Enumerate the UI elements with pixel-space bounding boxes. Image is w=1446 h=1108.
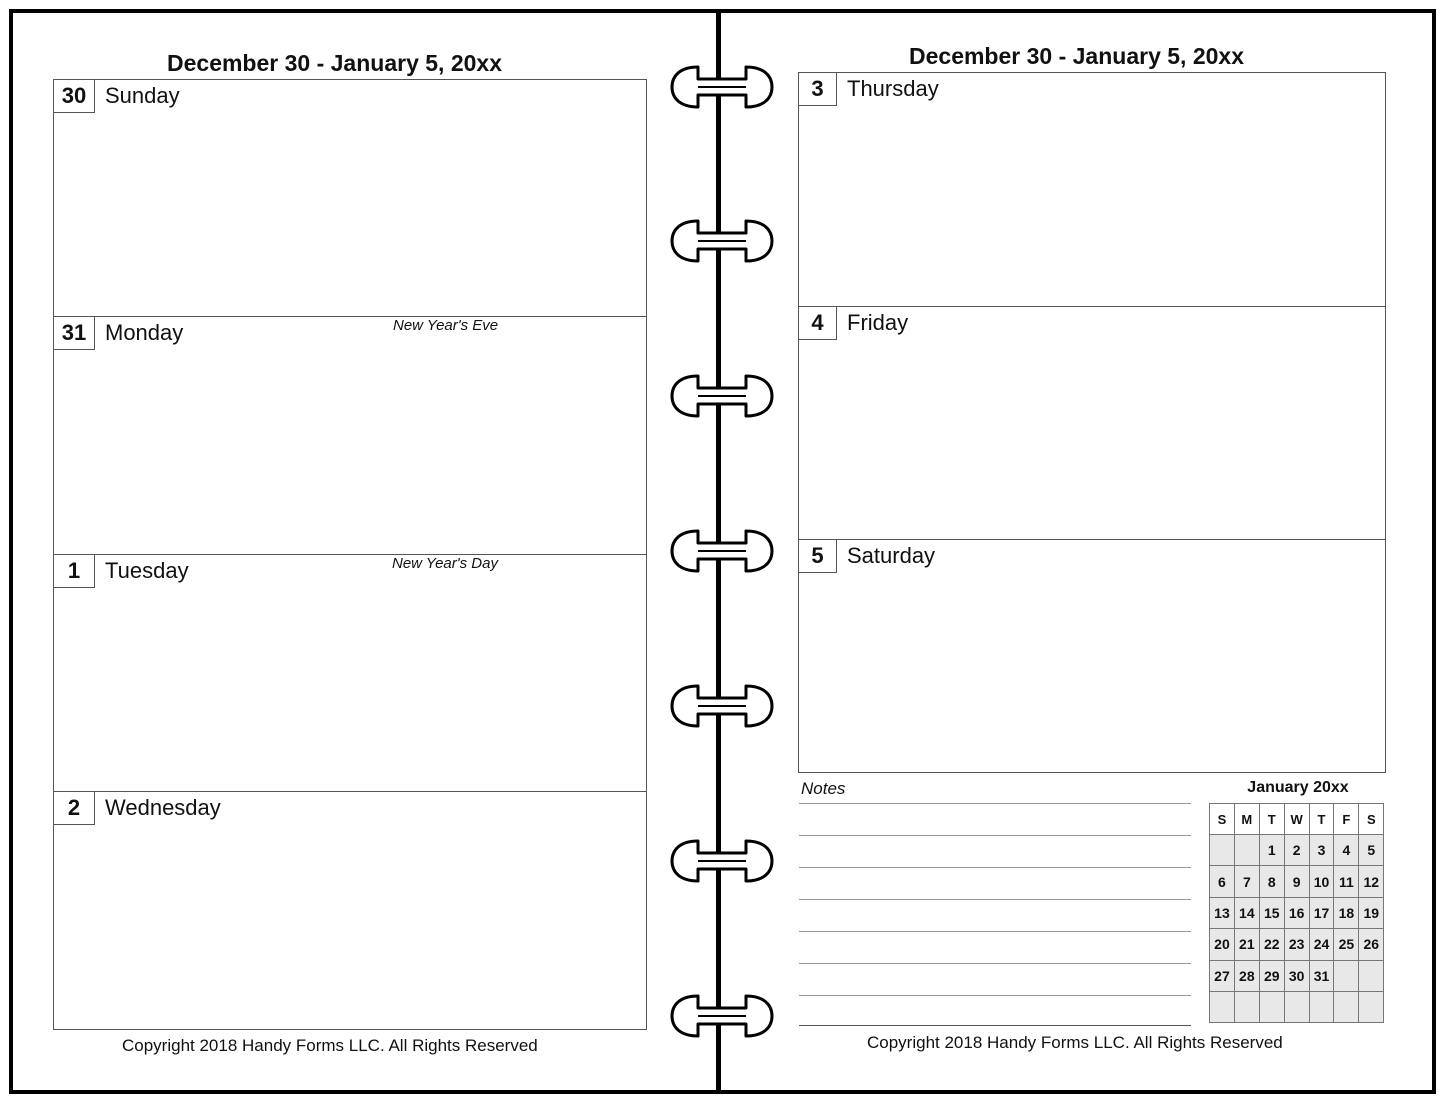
note-line[interactable] <box>799 1025 1191 1026</box>
day-name: Tuesday <box>105 558 189 583</box>
note-line[interactable] <box>799 995 1191 996</box>
calendar-date: 9 <box>1284 866 1309 897</box>
note-line[interactable] <box>799 803 1191 804</box>
calendar-date <box>1210 991 1235 1022</box>
calendar-date <box>1359 991 1384 1022</box>
binder-ring-icon <box>668 218 776 264</box>
calendar-week-row <box>1210 866 1384 897</box>
calendar-date: 1 <box>1259 835 1284 866</box>
left-copyright: Copyright 2018 Handy Forms LLC. All Rights Reserved <box>122 1036 538 1055</box>
mini-calendar <box>1209 803 1384 1023</box>
day-name: Friday <box>847 310 909 335</box>
calendar-date: 22 <box>1259 929 1284 960</box>
weekday-header: S <box>1210 804 1235 835</box>
calendar-date: 31 <box>1309 960 1334 991</box>
calendar-date: 4 <box>1334 835 1359 866</box>
day-number: 2 <box>53 791 95 825</box>
calendar-date: 14 <box>1234 897 1259 928</box>
calendar-week-row <box>1210 835 1384 866</box>
calendar-week-row <box>1210 991 1384 1022</box>
holiday-label: New Year's Day <box>392 555 498 572</box>
weekday-header: T <box>1259 804 1284 835</box>
day-number: 3 <box>798 72 837 106</box>
calendar-date <box>1234 835 1259 866</box>
calendar-date: 16 <box>1284 897 1309 928</box>
right-page-title: December 30 - January 5, 20xx <box>909 43 1244 69</box>
note-line[interactable] <box>799 835 1191 836</box>
note-line[interactable] <box>799 963 1191 964</box>
calendar-date <box>1334 960 1359 991</box>
calendar-date: 29 <box>1259 960 1284 991</box>
calendar-date: 12 <box>1359 866 1384 897</box>
calendar-date: 13 <box>1210 897 1235 928</box>
calendar-date: 5 <box>1359 835 1384 866</box>
right-copyright: Copyright 2018 Handy Forms LLC. All Rights Reserved <box>867 1033 1283 1052</box>
note-line[interactable] <box>799 867 1191 868</box>
calendar-date: 27 <box>1210 960 1235 991</box>
calendar-date: 6 <box>1210 866 1235 897</box>
day-number: 31 <box>53 316 95 350</box>
binder-ring-icon <box>668 373 776 419</box>
day-name: Thursday <box>847 76 939 101</box>
calendar-date: 8 <box>1259 866 1284 897</box>
left-page-title: December 30 - January 5, 20xx <box>167 50 502 76</box>
notes-label: Notes <box>801 779 846 798</box>
weekday-header: T <box>1309 804 1334 835</box>
calendar-date <box>1359 960 1384 991</box>
calendar-date <box>1309 991 1334 1022</box>
weekday-header: S <box>1359 804 1384 835</box>
day-box-thursday[interactable] <box>798 72 1386 308</box>
day-box-sunday[interactable] <box>53 79 647 318</box>
mini-calendar-title: January 20xx <box>1247 779 1349 796</box>
calendar-date <box>1334 991 1359 1022</box>
day-box-wednesday[interactable] <box>53 791 647 1030</box>
calendar-date: 7 <box>1234 866 1259 897</box>
calendar-date <box>1284 991 1309 1022</box>
calendar-date <box>1234 991 1259 1022</box>
calendar-date: 19 <box>1359 897 1384 928</box>
note-line[interactable] <box>799 931 1191 932</box>
calendar-date <box>1210 835 1235 866</box>
day-number: 5 <box>798 539 837 573</box>
day-box-saturday[interactable] <box>798 539 1386 773</box>
binder-ring-icon <box>668 528 776 574</box>
day-box-monday[interactable] <box>53 316 647 556</box>
calendar-week-row <box>1210 960 1384 991</box>
day-name: Sunday <box>105 83 180 108</box>
calendar-date: 10 <box>1309 866 1334 897</box>
day-name: Saturday <box>847 543 936 568</box>
calendar-date: 25 <box>1334 929 1359 960</box>
calendar-date: 26 <box>1359 929 1384 960</box>
calendar-date <box>1259 991 1284 1022</box>
day-box-tuesday[interactable] <box>53 554 647 793</box>
calendar-date: 18 <box>1334 897 1359 928</box>
binder-ring-icon <box>668 683 776 729</box>
day-number: 1 <box>53 554 95 588</box>
binder-ring-icon <box>668 64 776 110</box>
weekday-header: W <box>1284 804 1309 835</box>
calendar-date: 15 <box>1259 897 1284 928</box>
binder-ring-icon <box>668 838 776 884</box>
calendar-date: 11 <box>1334 866 1359 897</box>
calendar-week-row <box>1210 929 1384 960</box>
calendar-date: 28 <box>1234 960 1259 991</box>
day-number: 30 <box>53 79 95 113</box>
calendar-date: 21 <box>1234 929 1259 960</box>
day-name: Wednesday <box>105 795 221 820</box>
binder-ring-icon <box>668 993 776 1039</box>
note-line[interactable] <box>799 899 1191 900</box>
weekday-header: F <box>1334 804 1359 835</box>
weekday-header: M <box>1234 804 1259 835</box>
day-number: 4 <box>798 306 837 340</box>
calendar-week-row <box>1210 897 1384 928</box>
day-box-friday[interactable] <box>798 306 1386 541</box>
calendar-date: 3 <box>1309 835 1334 866</box>
calendar-date: 17 <box>1309 897 1334 928</box>
holiday-label: New Year's Eve <box>393 317 499 334</box>
calendar-date: 23 <box>1284 929 1309 960</box>
calendar-date: 20 <box>1210 929 1235 960</box>
calendar-date: 30 <box>1284 960 1309 991</box>
weekday-header-row <box>1210 804 1384 835</box>
day-name: Monday <box>105 320 184 345</box>
calendar-date: 2 <box>1284 835 1309 866</box>
calendar-date: 24 <box>1309 929 1334 960</box>
